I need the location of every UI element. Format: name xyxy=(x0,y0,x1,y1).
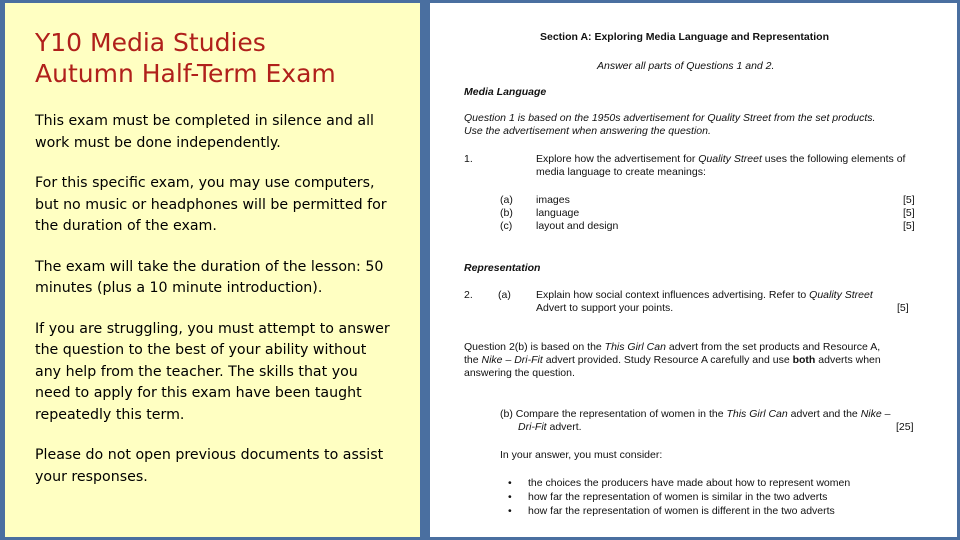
q2a-line1: Explain how social context influences advertising. Refer to Quality Street xyxy=(536,289,873,301)
bullet-icon: • xyxy=(508,505,512,517)
q1-part-b-label: (b) xyxy=(500,207,513,219)
instruction-computers: For this specific exam, you may use computers, but no music or headphones will be permitted for the duration of the exam. xyxy=(35,175,387,234)
section-title: Section A: Exploring Media Language and Representation xyxy=(540,31,829,43)
instruction-documents: Please do not open previous documents to assist your responses. xyxy=(35,447,384,485)
q1-part-a-label: (a) xyxy=(500,194,513,206)
q2b-intro-line2: the Nike – Dri-Fit advert provided. Study Resource A carefully and use both adverts when xyxy=(464,354,881,366)
section-instruction: Answer all parts of Questions 1 and 2. xyxy=(597,60,775,72)
q1-part-a-mark: [5] xyxy=(903,194,915,206)
q2b-mark: [25] xyxy=(896,421,914,433)
exam-title-line1: Y10 Media Studies xyxy=(35,28,266,57)
consider-bullet-2: how far the representation of women is similar in the two adverts xyxy=(528,491,828,503)
q2b-intro-line1: Question 2(b) is based on the This Girl Can advert from the set products and Resource A, xyxy=(464,341,881,353)
q2-number: 2. xyxy=(464,289,473,301)
exam-paper-panel xyxy=(430,3,957,537)
q1-part-c-label: (c) xyxy=(500,220,513,232)
media-language-heading: Media Language xyxy=(464,86,547,98)
q2a-label: (a) xyxy=(498,289,511,301)
q1-number: 1. xyxy=(464,153,473,165)
q1-text-line1: Explore how the advertisement for Quality Street uses the following elements of xyxy=(536,153,906,165)
q1-part-c-text: layout and design xyxy=(536,220,619,232)
exam-title-line2: Autumn Half-Term Exam xyxy=(35,59,336,88)
q1-intro-line2: Use the advertisement when answering the question. xyxy=(464,125,711,137)
q2a-mark: [5] xyxy=(897,302,909,314)
q1-text-line2: media language to create meanings: xyxy=(536,166,706,178)
exam-instructions-panel xyxy=(5,3,420,537)
q2b-intro-line3: answering the question. xyxy=(464,367,575,379)
bullet-icon: • xyxy=(508,477,512,489)
q2b-line2: Dri-Fit advert. xyxy=(518,421,582,433)
q1-part-b-mark: [5] xyxy=(903,207,915,219)
bullet-icon: • xyxy=(508,491,512,503)
instruction-silence: This exam must be completed in silence and all work must be done independently. xyxy=(35,113,374,151)
q1-part-c-mark: [5] xyxy=(903,220,915,232)
instruction-struggling: If you are struggling, you must attempt to answer the question to the best of your ability without any help from the teacher. The skills that you need to apply for this exam have been taught repeatedly this term. xyxy=(35,320,390,423)
q2b-line1: (b) Compare the representation of women in the This Girl Can advert and the Nike – xyxy=(500,408,891,420)
consider-line: In your answer, you must consider: xyxy=(500,449,663,461)
q1-part-a-text: images xyxy=(536,194,570,206)
instruction-duration: The exam will take the duration of the lesson: 50 minutes (plus a 10 minute introduction). xyxy=(35,258,384,296)
q1-intro-line1: Question 1 is based on the 1950s advertisement for Quality Street from the set products. xyxy=(464,112,876,124)
exam-title xyxy=(35,27,392,89)
consider-bullet-3: how far the representation of women is different in the two adverts xyxy=(528,505,835,517)
representation-heading: Representation xyxy=(464,262,541,274)
q1-part-b-text: language xyxy=(536,207,580,219)
q2a-line2: Advert to support your points. xyxy=(536,302,674,314)
consider-bullet-1: the choices the producers have made about how to represent women xyxy=(528,477,851,489)
